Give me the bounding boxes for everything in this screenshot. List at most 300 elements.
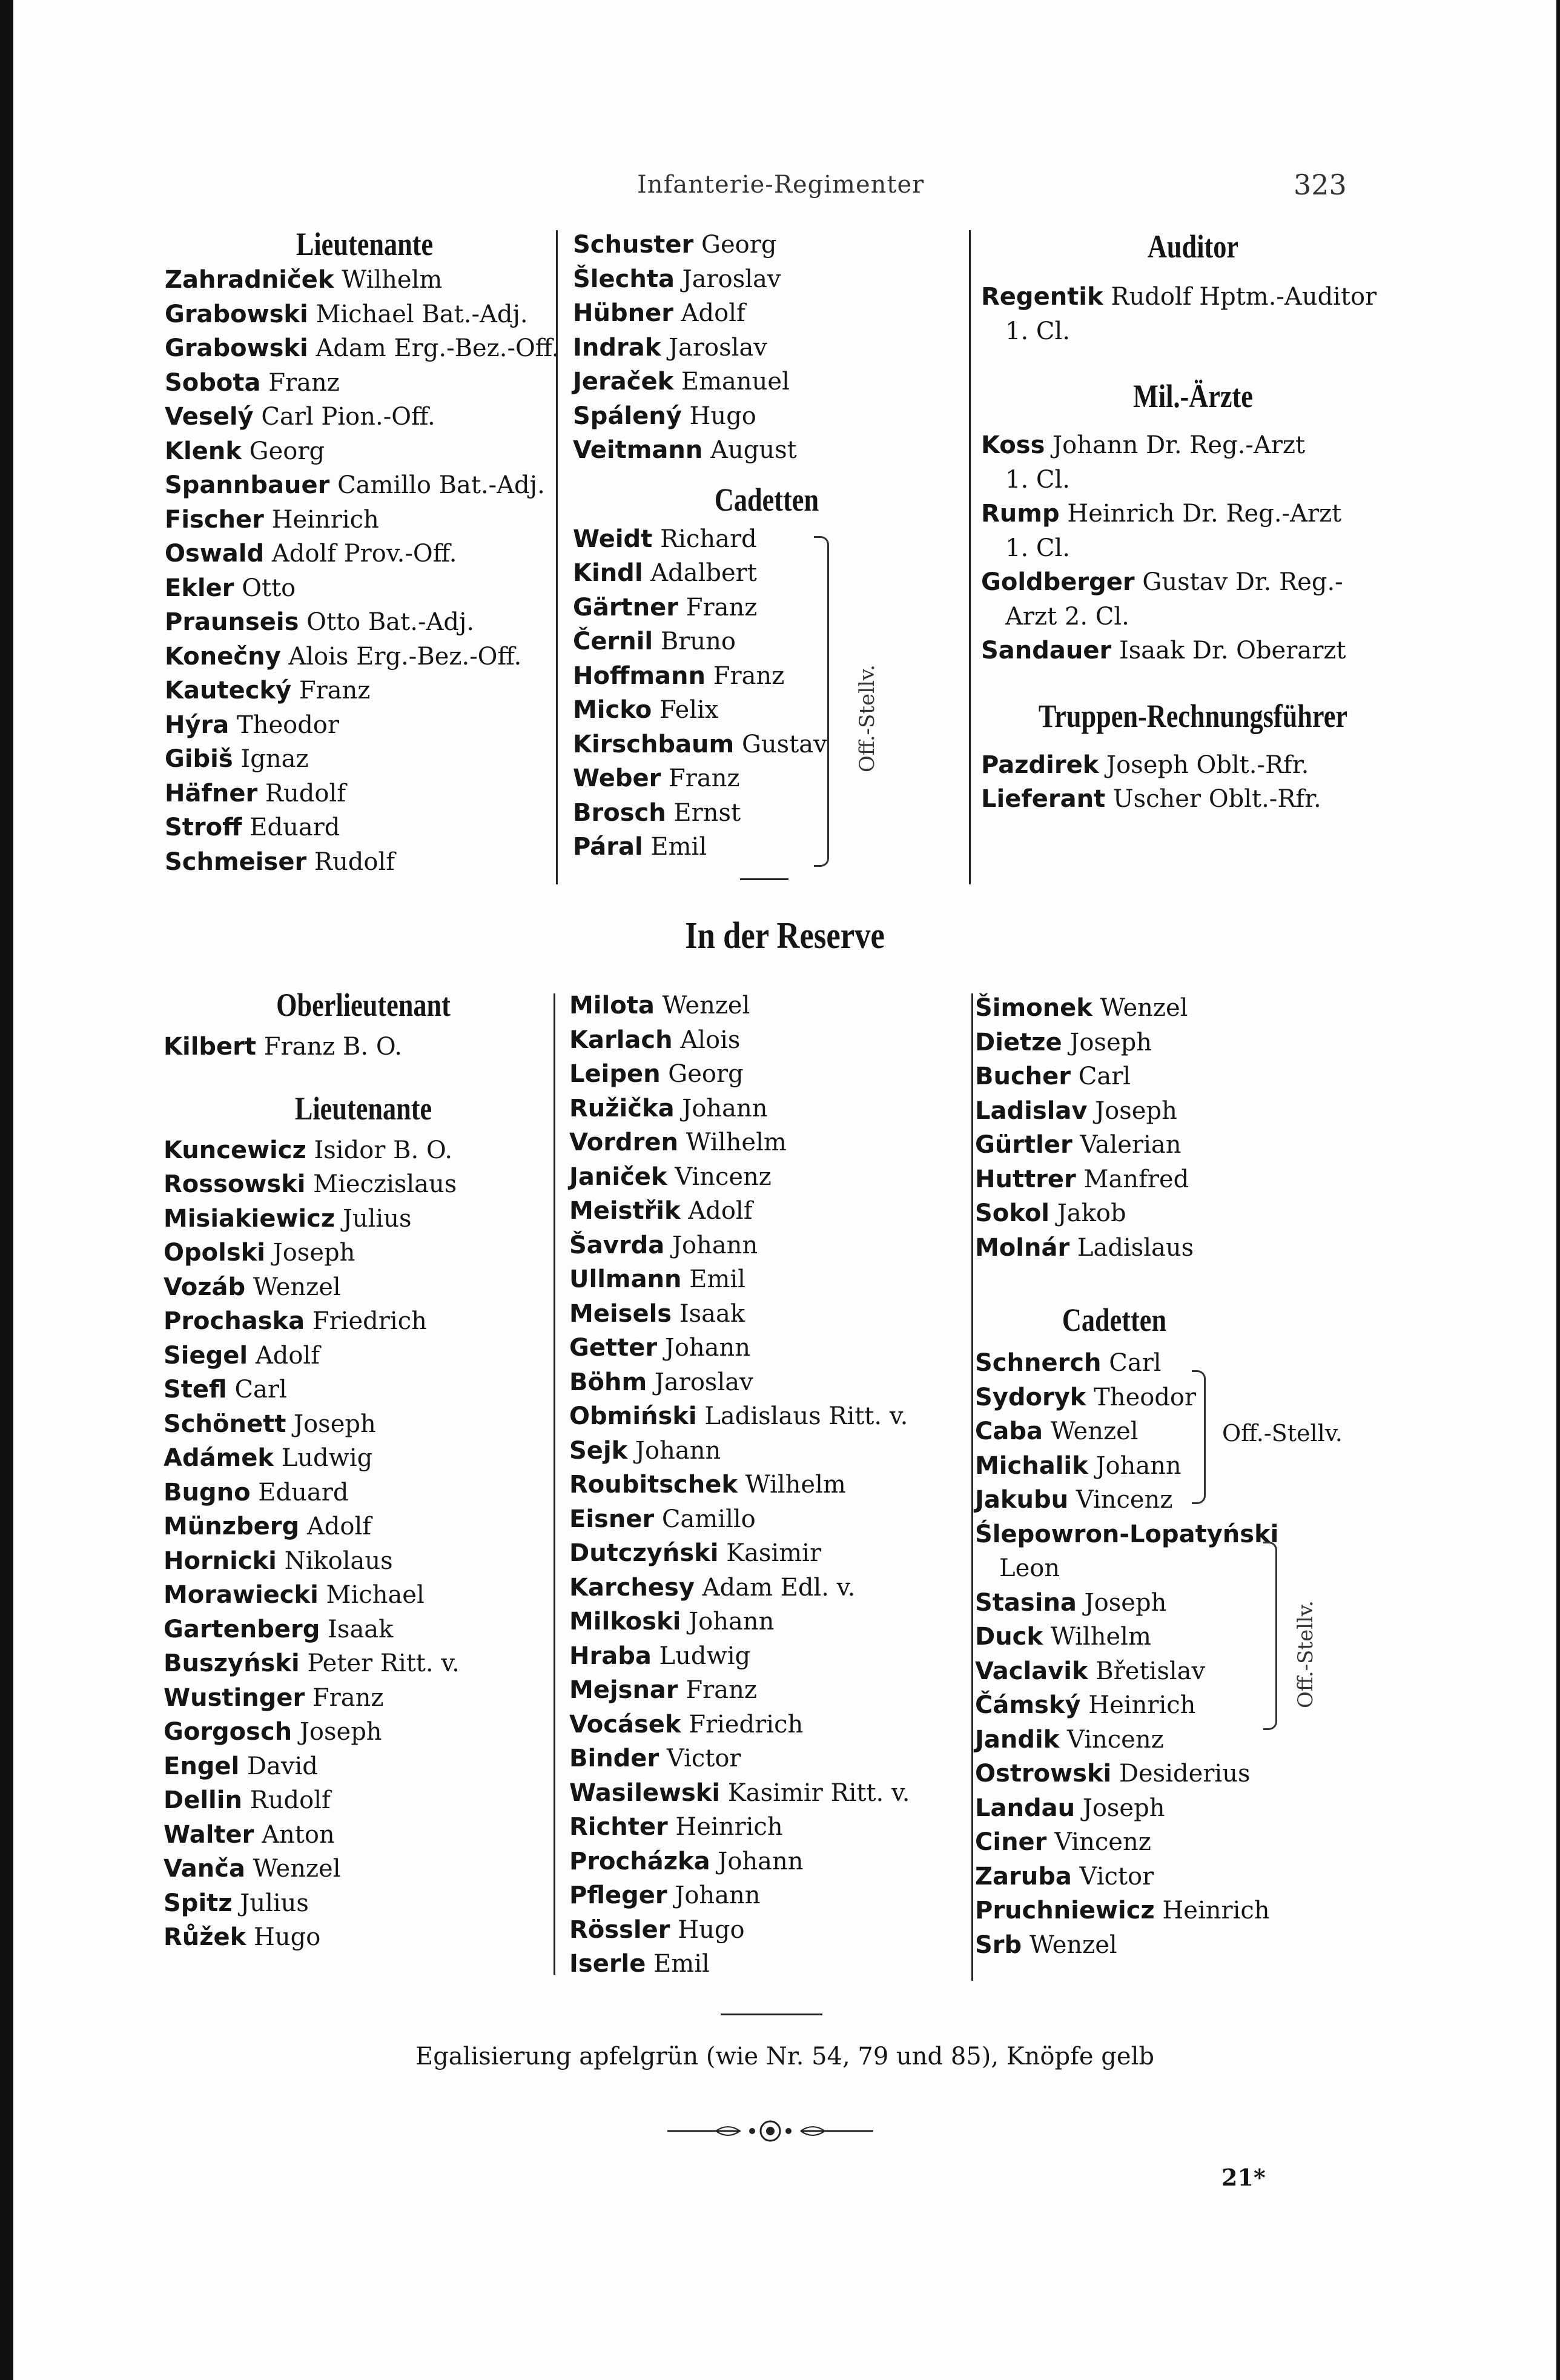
given-name: Joseph: [1095, 1096, 1177, 1125]
list-item: [975, 1094, 1399, 1129]
given-name: Vincenz: [1067, 1725, 1164, 1754]
given-name: Wenzel: [1100, 994, 1188, 1022]
given-name: Nikolaus: [284, 1546, 393, 1575]
given-name: Victor: [1079, 1862, 1154, 1891]
surname: Vaclavik: [975, 1657, 1088, 1685]
list-item: [569, 1947, 969, 1981]
given-name: Georg: [668, 1060, 744, 1088]
list-item: [165, 263, 564, 297]
given-name: Isaak: [328, 1615, 394, 1643]
list-item: [573, 399, 960, 434]
reserve-title: In der Reserve: [685, 915, 885, 956]
surname: Hraba: [569, 1642, 652, 1670]
cadet-bracket: [814, 536, 829, 867]
given-name: Joseph: [1084, 1588, 1167, 1617]
given-name: Adolf Prov.-Off.: [271, 540, 457, 568]
list-item: [569, 1331, 969, 1365]
list-item: [975, 1128, 1399, 1162]
surname: Sydoryk: [975, 1383, 1086, 1411]
list-item: [569, 1023, 969, 1058]
column-divider: [556, 230, 558, 884]
list-item: [569, 1673, 969, 1708]
list-item: [165, 777, 564, 811]
list-item: [975, 1723, 1399, 1757]
given-name: Johann Dr. Reg.-Arzt: [1053, 431, 1306, 459]
list-item: [165, 640, 564, 674]
given-name: Heinrich: [1162, 1897, 1270, 1924]
list-item: [164, 1133, 563, 1168]
given-name: 1. Cl.: [1005, 465, 1070, 494]
list-item: [569, 989, 969, 1023]
list-item: [569, 1125, 969, 1160]
given-name: Carl: [1109, 1349, 1162, 1377]
surname: Růžek: [164, 1923, 246, 1951]
given-name: Gustav Dr. Reg.-: [1142, 568, 1343, 596]
given-name: Joseph: [1069, 1028, 1152, 1056]
surname: Misiakiewicz: [164, 1204, 335, 1233]
surname: Hübner: [573, 299, 673, 327]
given-name: Franz: [669, 764, 740, 792]
doctors-list: [981, 428, 1405, 668]
heading-oberlieutenant: Oberlieutenant: [276, 987, 451, 1023]
given-name: Rudolf: [265, 779, 346, 807]
given-name: Carl: [234, 1376, 287, 1404]
given-name: Wenzel: [662, 992, 750, 1019]
surname: Koss: [981, 431, 1045, 459]
facings-note: Egalisierung apfelgrün (wie Nr. 54, 79 und 85), Knöpfe gelb: [415, 2043, 1154, 2070]
given-name: Victor: [666, 1745, 741, 1772]
given-name: Ignaz: [240, 745, 309, 773]
surname: Schnerch: [975, 1349, 1102, 1377]
surname: Vanča: [164, 1855, 245, 1883]
list-item: [975, 1196, 1399, 1231]
given-name: Michael Bat.-Adj.: [316, 300, 528, 328]
given-name: Camillo: [661, 1505, 756, 1533]
list-item: [164, 1030, 563, 1064]
list-item: [975, 991, 1399, 1026]
given-name: Wilhelm: [686, 1129, 787, 1156]
list-item: [981, 531, 1405, 566]
surname: Čámský: [975, 1691, 1081, 1719]
surname: Ślepowron-Lopatyński: [975, 1520, 1279, 1548]
surname: Goldberger: [981, 568, 1135, 596]
document-page: [13, 0, 1556, 2380]
list-item: [164, 1646, 563, 1681]
list-item: [569, 1262, 969, 1297]
surname: Micko: [573, 696, 652, 724]
surname: Eisner: [569, 1505, 655, 1533]
given-name: Peter Ritt. v.: [307, 1649, 460, 1677]
list-item: [569, 1708, 969, 1742]
surname: Ekler: [165, 574, 234, 602]
given-name: Franz: [686, 1676, 757, 1704]
surname: Molnár: [975, 1233, 1070, 1262]
page-number: 323: [1294, 168, 1347, 201]
surname: Hoffmann: [573, 661, 706, 690]
auditor-list: [981, 280, 1405, 348]
list-item: [975, 1483, 1399, 1517]
list-item: [164, 1681, 563, 1715]
list-item: [569, 1468, 969, 1502]
surname: Gartenberg: [164, 1615, 320, 1643]
surname: Procházka: [569, 1847, 710, 1875]
list-item: [569, 1228, 969, 1263]
surname: Gärtner: [573, 593, 679, 622]
given-name: Joseph: [299, 1718, 382, 1746]
reserve-left-column: [164, 986, 563, 1955]
list-item: [164, 1407, 563, 1442]
list-item: [573, 728, 960, 762]
list-item: [569, 1571, 969, 1605]
surname: Ladislav: [975, 1096, 1088, 1125]
active-lieutenant-list-continued: [573, 228, 960, 468]
list-item: [569, 1605, 969, 1639]
given-name: Johann: [682, 1094, 768, 1122]
surname: Lieferant: [981, 785, 1106, 813]
list-item: [164, 1339, 563, 1373]
list-item: [573, 228, 960, 262]
list-item: [165, 742, 564, 777]
list-item: [164, 1304, 563, 1339]
given-name: Johann: [664, 1334, 751, 1362]
given-name: Friedrich: [312, 1307, 427, 1335]
surname: Dietze: [975, 1028, 1062, 1056]
list-item: [569, 1536, 969, 1571]
list-item: [975, 1825, 1399, 1860]
reserve-middle-column: [569, 989, 969, 1981]
surname: Opolski: [164, 1239, 265, 1267]
reserve-oberlieutenant-list: [164, 1030, 563, 1064]
surname: Jakubu: [975, 1486, 1069, 1514]
given-name: Isaak Dr. Oberarzt: [1119, 637, 1346, 665]
surname: Prochaska: [164, 1307, 305, 1335]
list-item: [569, 1092, 969, 1126]
surname: Rossowski: [164, 1170, 306, 1198]
list-item: [975, 1688, 1399, 1723]
list-item: [975, 1860, 1399, 1894]
given-name: Wilhelm: [745, 1471, 846, 1499]
column-divider: [971, 993, 973, 1981]
surname: Caba: [975, 1417, 1043, 1445]
surname: Michalik: [975, 1451, 1088, 1480]
surname: Dellin: [164, 1786, 242, 1814]
given-name: Franz B. O.: [263, 1033, 403, 1061]
list-item: [981, 280, 1405, 314]
given-name: Jaroslav: [654, 1368, 753, 1396]
surname: Bugno: [164, 1478, 251, 1507]
given-name: Johann: [1096, 1451, 1182, 1480]
given-name: Adolf: [688, 1197, 753, 1225]
given-name: Franz: [713, 661, 785, 690]
surname: Weidt: [573, 525, 653, 553]
given-name: Franz: [268, 368, 340, 397]
surname: Gürtler: [975, 1131, 1072, 1159]
surname: Klenk: [165, 437, 242, 465]
heading-auditor: Auditor: [1147, 228, 1239, 265]
given-name: Heinrich: [271, 505, 379, 534]
surname: Kirschbaum: [573, 730, 735, 758]
surname: Ullmann: [569, 1265, 682, 1293]
list-item: [573, 365, 960, 399]
list-item: [981, 634, 1405, 668]
surname: Janiček: [569, 1162, 667, 1191]
list-item: [164, 1202, 563, 1236]
given-name: Michael: [326, 1581, 425, 1609]
list-item: [164, 1715, 563, 1749]
surname: Rössler: [569, 1915, 670, 1944]
list-item: [165, 434, 564, 469]
list-item: [164, 1544, 563, 1579]
surname: Jeraček: [573, 368, 674, 396]
list-item: [569, 1810, 969, 1845]
given-name: Ludwig: [281, 1444, 373, 1472]
list-item: [569, 1434, 969, 1468]
given-name: Franz: [686, 593, 758, 622]
given-name: Georg: [701, 231, 777, 259]
list-item: [573, 331, 960, 365]
given-name: Johann: [635, 1436, 721, 1465]
surname: Weber: [573, 764, 661, 792]
given-name: Ludwig: [659, 1642, 751, 1670]
given-name: Joseph Oblt.-Rfr.: [1106, 751, 1309, 779]
list-item: [165, 674, 564, 708]
heading-lieutenante: Lieutenante: [296, 226, 434, 262]
surname: Pruchniewicz: [975, 1897, 1155, 1924]
list-item: [165, 845, 564, 880]
surname: Wustinger: [164, 1683, 305, 1712]
surname: Schuster: [573, 231, 694, 259]
surname: Sandauer: [981, 637, 1112, 665]
column-divider: [969, 230, 971, 884]
list-item: [573, 830, 960, 864]
list-item: [569, 1639, 969, 1674]
surname: Šavrda: [569, 1231, 665, 1259]
surname: Wasilewski: [569, 1778, 721, 1807]
list-item: [981, 565, 1405, 600]
list-item: [975, 1059, 1399, 1094]
list-item: [569, 1399, 969, 1434]
list-item: [164, 1510, 563, 1544]
given-name: Jaroslav: [669, 333, 767, 362]
surname: Vocásek: [569, 1710, 681, 1739]
surname: Duck: [975, 1623, 1043, 1651]
given-name: Rudolf: [314, 847, 395, 876]
given-name: Vincenz: [675, 1162, 772, 1191]
surname: Häfner: [165, 779, 258, 807]
list-item: [981, 782, 1405, 817]
list-item: [165, 366, 564, 400]
surname: Milota: [569, 992, 655, 1019]
surname: Karchesy: [569, 1573, 695, 1602]
active-left-column: [165, 225, 564, 879]
given-name: Isidor B. O.: [314, 1136, 453, 1164]
surname: Siegel: [164, 1341, 248, 1370]
heading-cadetten: Cadetten: [1062, 1302, 1167, 1338]
surname: Konečny: [165, 642, 281, 671]
given-name: Ladislaus Ritt. v.: [704, 1402, 908, 1430]
given-name: Emil: [689, 1265, 745, 1293]
given-name: Heinrich: [675, 1813, 783, 1841]
list-item: [569, 1057, 969, 1092]
surname: Binder: [569, 1745, 659, 1772]
paymasters-list: [981, 748, 1405, 817]
heading-mil-aerzte: Mil.-Ärzte: [1133, 378, 1253, 414]
list-item: [975, 1586, 1399, 1620]
given-name: Desiderius: [1119, 1760, 1251, 1788]
given-name: Adolf: [255, 1341, 320, 1370]
given-name: Otto: [242, 574, 296, 602]
reserve-lieutenant-list-continued: [975, 991, 1399, 1265]
given-name: August: [710, 436, 797, 464]
surname: Leipen: [569, 1060, 661, 1088]
surname: Stasina: [975, 1588, 1077, 1617]
given-name: Uscher Oblt.-Rfr.: [1112, 785, 1321, 813]
surname: Regentik: [981, 283, 1103, 311]
list-item: [981, 314, 1405, 349]
list-item: [975, 1231, 1399, 1265]
surname: Veselý: [165, 403, 254, 431]
given-name: Julius: [342, 1204, 412, 1233]
surname: Praunseis: [165, 608, 299, 636]
given-name: Felix: [659, 696, 719, 724]
list-item: [165, 708, 564, 743]
list-item: [573, 296, 960, 331]
list-item: [165, 297, 564, 332]
given-name: Hugo: [689, 402, 756, 430]
surname: Morawiecki: [164, 1581, 319, 1609]
surname: Kuncewicz: [164, 1136, 306, 1164]
given-name: Gustav: [741, 730, 827, 758]
list-item: [569, 1845, 969, 1879]
given-name: Valerian: [1080, 1131, 1182, 1159]
given-name: Franz: [299, 677, 371, 704]
given-name: Eduard: [258, 1478, 349, 1507]
surname: Grabowski: [165, 300, 308, 328]
list-item: [573, 591, 960, 625]
surname: Adámek: [164, 1444, 274, 1472]
list-item: [975, 1894, 1399, 1928]
list-item: [573, 659, 960, 694]
surname: Vordren: [569, 1129, 678, 1156]
list-item: [164, 1441, 563, 1476]
list-item: [165, 537, 564, 571]
given-name: Heinrich: [1088, 1691, 1196, 1719]
given-name: Otto Bat.-Adj.: [306, 608, 475, 636]
list-item: [164, 1613, 563, 1647]
surname: Vozáb: [164, 1273, 246, 1301]
surname: Šlechta: [573, 265, 675, 293]
given-name: Wenzel: [253, 1855, 341, 1883]
surname: Huttrer: [975, 1165, 1076, 1193]
surname: Ostrowski: [975, 1760, 1112, 1788]
given-name: Břetislav: [1096, 1657, 1206, 1685]
given-name: Emanuel: [681, 368, 790, 396]
list-item: [569, 1365, 969, 1400]
given-name: Johann: [672, 1231, 758, 1259]
given-name: Eduard: [250, 814, 340, 841]
reserve-lieutenant-list-continued: [569, 989, 969, 1981]
given-name: Arzt 2. Cl.: [1005, 602, 1129, 631]
given-name: Ernst: [673, 798, 741, 827]
surname: Šimonek: [975, 994, 1092, 1022]
surname: Spannbauer: [165, 471, 330, 499]
given-name: Joseph: [294, 1410, 376, 1438]
list-item: [975, 1654, 1399, 1689]
active-right-column: [981, 228, 1405, 817]
list-item: [165, 400, 564, 434]
list-item: [164, 1818, 563, 1852]
given-name: Camillo Bat.-Adj.: [337, 471, 545, 499]
surname: Walter: [164, 1820, 254, 1849]
surname: Mejsnar: [569, 1676, 678, 1704]
list-item: [975, 1449, 1399, 1483]
given-name: Anton: [262, 1820, 335, 1849]
given-name: Leon: [999, 1554, 1060, 1582]
list-item: [975, 1162, 1399, 1197]
surname: Stroff: [165, 814, 242, 841]
list-item: [569, 1776, 969, 1811]
given-name: Vincenz: [1054, 1828, 1151, 1856]
given-name: Jaroslav: [682, 265, 781, 293]
given-name: Wilhelm: [1050, 1623, 1151, 1651]
given-name: Carl: [1078, 1062, 1131, 1090]
surname: Buszyński: [164, 1649, 300, 1677]
cadet-bracket: [1192, 1370, 1206, 1504]
surname: Gibiš: [165, 745, 233, 773]
given-name: Wenzel: [1029, 1931, 1117, 1959]
surname: Páral: [573, 833, 643, 861]
list-item: [569, 1502, 969, 1537]
running-title: Infanterie-Regimenter: [637, 171, 925, 199]
given-name: Heinrich Dr. Reg.-Arzt: [1067, 500, 1342, 528]
list-item: [165, 571, 564, 606]
surname: Sejk: [569, 1436, 628, 1465]
ornament-icon: [667, 2120, 873, 2142]
list-item: [573, 625, 960, 659]
list-item: [975, 1928, 1399, 1963]
cadet-bracket: [1263, 1542, 1277, 1730]
given-name: Rudolf: [250, 1786, 331, 1814]
list-item: [164, 1886, 563, 1921]
surname: Rump: [981, 500, 1060, 528]
column-divider: [554, 993, 555, 1975]
surname: Iserle: [569, 1950, 646, 1978]
surname: Hornicki: [164, 1546, 277, 1575]
given-name: Jakob: [1057, 1199, 1126, 1227]
given-name: Wenzel: [253, 1273, 341, 1301]
list-item: [975, 1346, 1399, 1381]
surname: Oswald: [165, 540, 265, 568]
given-name: Joseph: [273, 1239, 355, 1267]
list-item: [975, 1551, 1399, 1586]
signature-mark: 21*: [1221, 2164, 1266, 2191]
list-item: [573, 796, 960, 830]
surname: Meisels: [569, 1299, 672, 1328]
list-item: [573, 433, 960, 468]
list-item: [981, 497, 1405, 531]
given-name: Carl Pion.-Off.: [261, 403, 435, 431]
list-item: [164, 1236, 563, 1270]
bracket-label-off-stellv: Off.-Stellv.: [855, 665, 879, 772]
surname: Bucher: [975, 1062, 1071, 1090]
list-item: [573, 262, 960, 297]
given-name: Hugo: [254, 1923, 321, 1951]
list-item: [165, 503, 564, 537]
list-item: [981, 600, 1405, 634]
given-name: Mieczislaus: [313, 1170, 457, 1198]
given-name: Richard: [660, 525, 757, 553]
given-name: Adolf: [681, 299, 745, 327]
